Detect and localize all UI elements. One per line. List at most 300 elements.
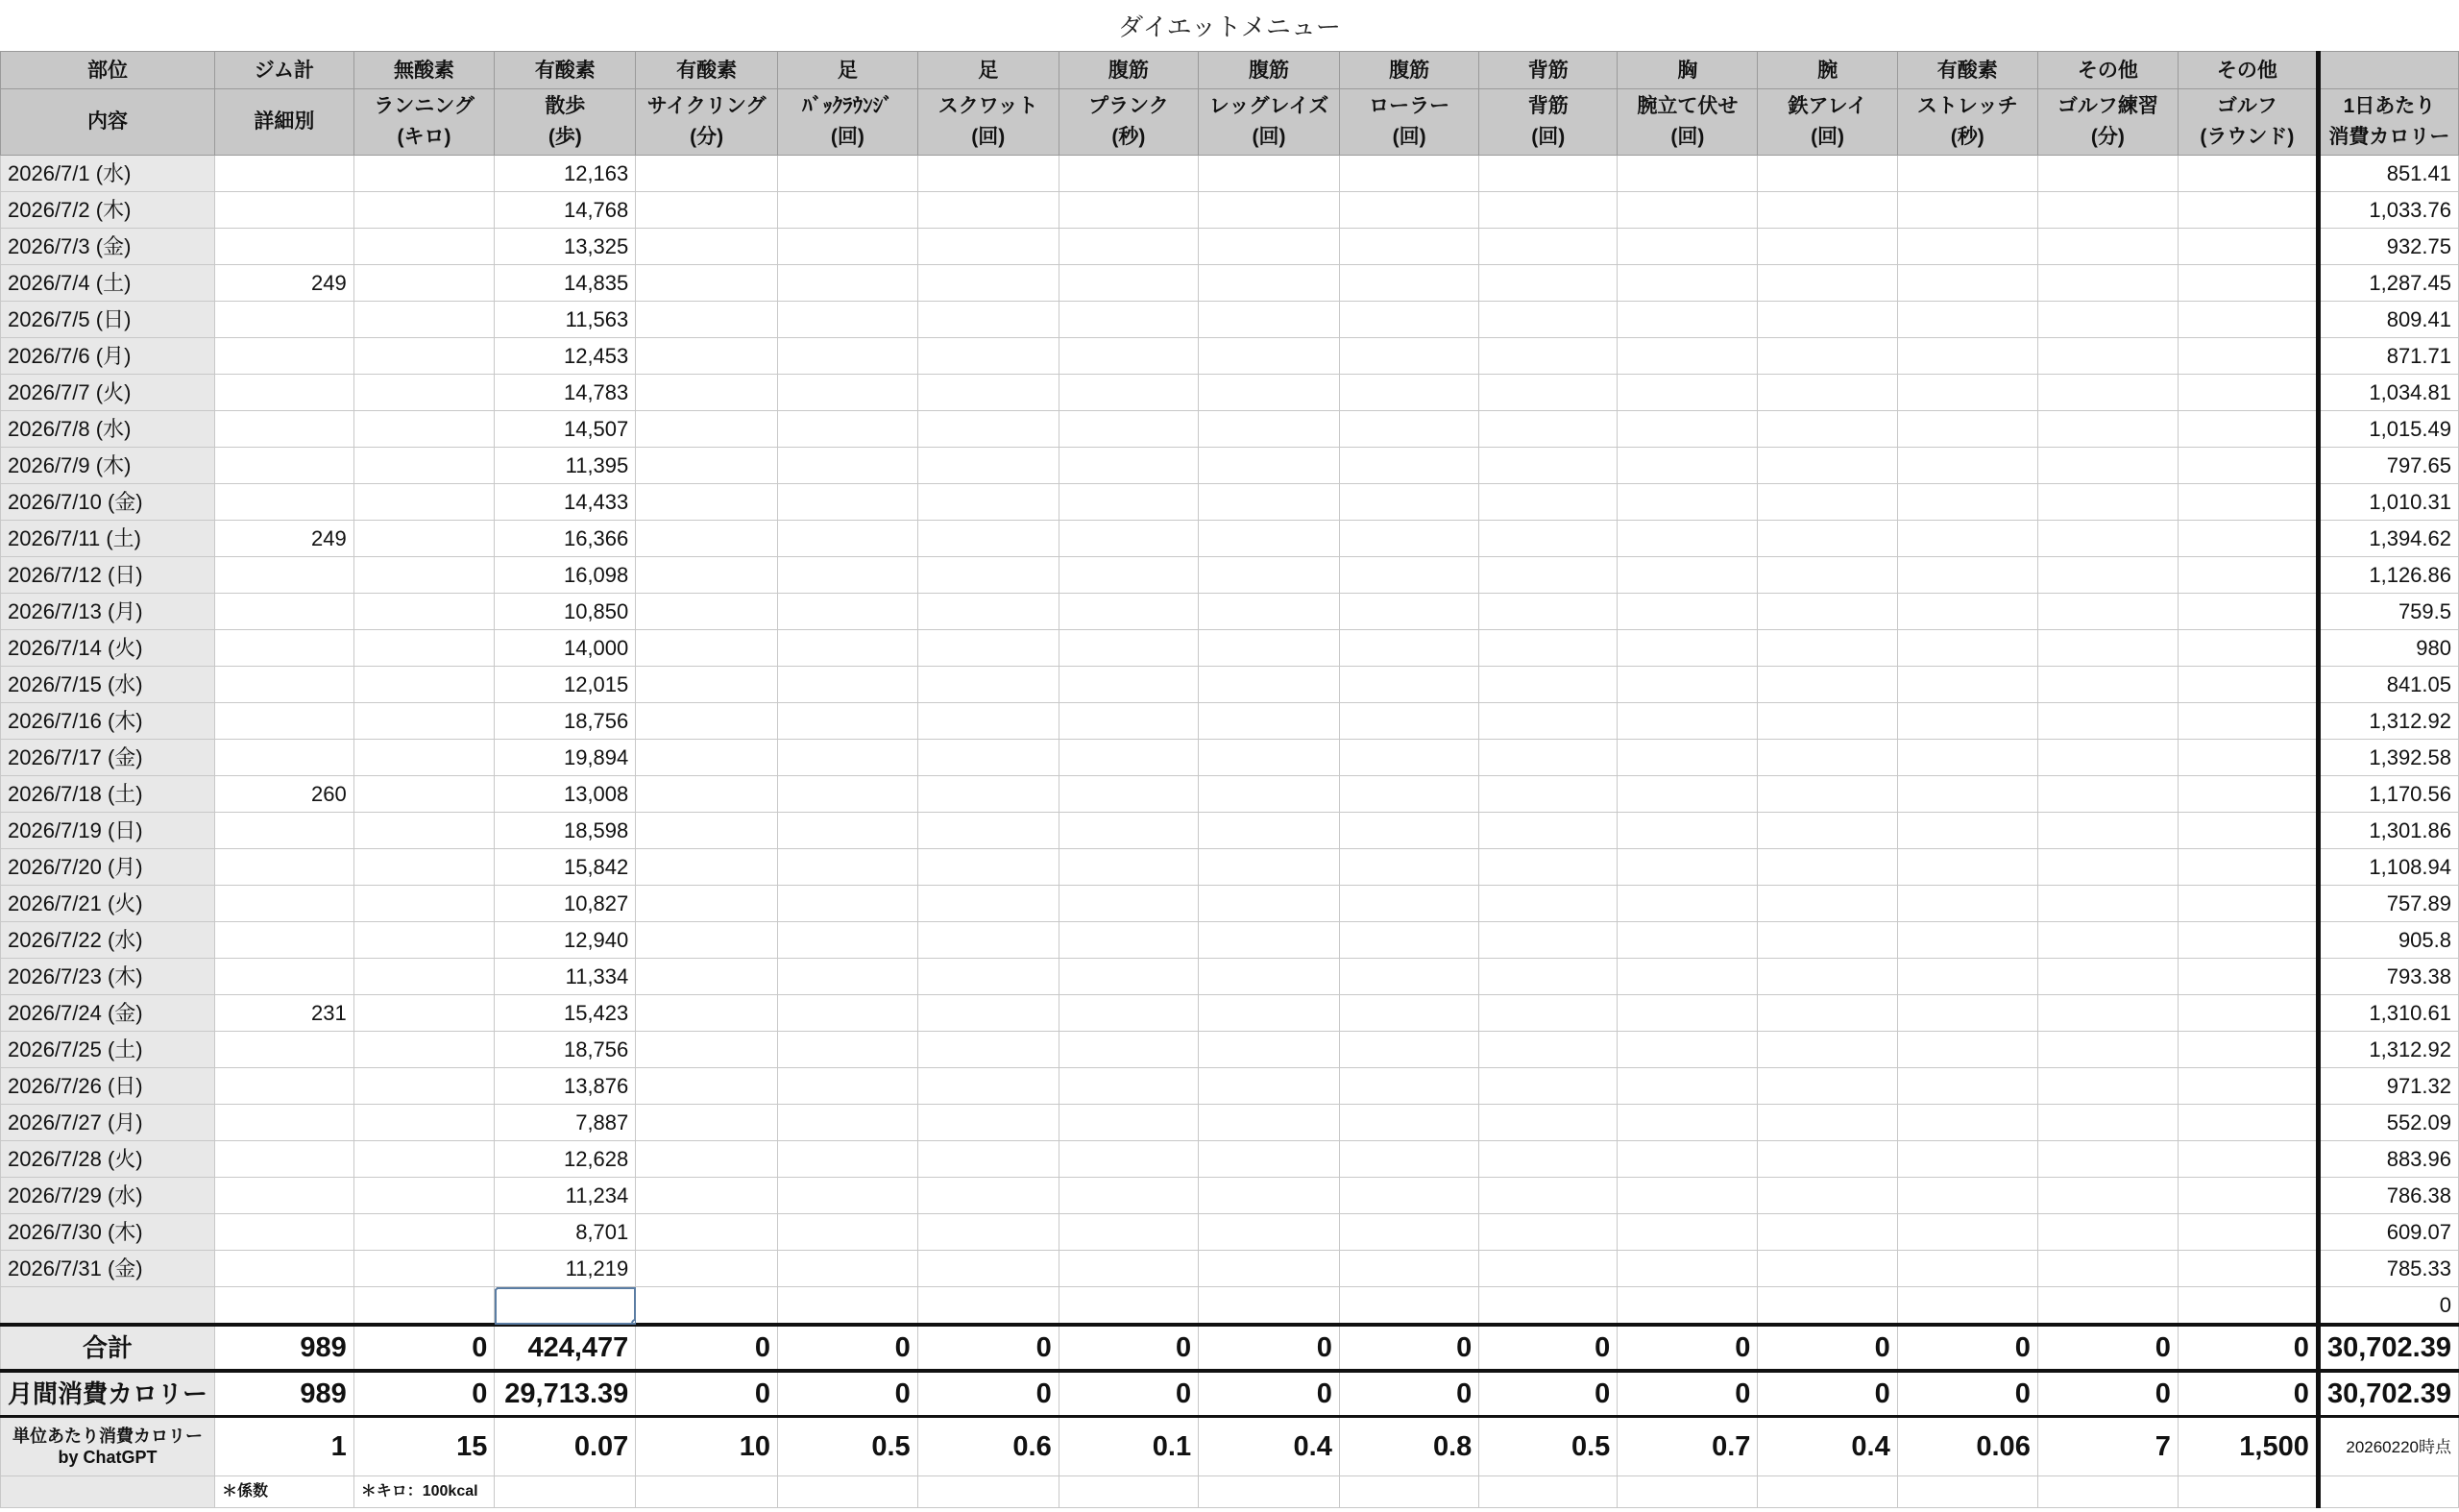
- empty-cell[interactable]: [2178, 1251, 2318, 1287]
- empty-cell[interactable]: [917, 484, 1059, 521]
- gym-cell[interactable]: [215, 1178, 354, 1214]
- run-cell[interactable]: [353, 448, 495, 484]
- run-cell[interactable]: [353, 302, 495, 338]
- empty-cell[interactable]: [777, 959, 917, 995]
- empty-cell[interactable]: [2178, 959, 2318, 995]
- empty-cell[interactable]: [2037, 229, 2178, 265]
- empty-cell[interactable]: [636, 813, 778, 849]
- empty-cell[interactable]: [1199, 594, 1340, 630]
- daily-kcal-cell[interactable]: 809.41: [2318, 302, 2458, 338]
- empty-cell[interactable]: [2037, 1214, 2178, 1251]
- empty-cell[interactable]: [2178, 156, 2318, 192]
- monthly-cell[interactable]: 30,702.39: [2318, 1371, 2458, 1417]
- empty-cell[interactable]: [917, 1141, 1059, 1178]
- empty-cell[interactable]: [1339, 1214, 1478, 1251]
- empty-cell[interactable]: [1479, 411, 1618, 448]
- empty-cell[interactable]: [777, 1178, 917, 1214]
- empty-cell[interactable]: [1059, 922, 1198, 959]
- empty-cell[interactable]: [636, 886, 778, 922]
- empty-cell[interactable]: [1339, 448, 1478, 484]
- empty-cell[interactable]: [2037, 411, 2178, 448]
- empty-cell[interactable]: [2037, 557, 2178, 594]
- daily-kcal-cell[interactable]: 786.38: [2318, 1178, 2458, 1214]
- empty-cell[interactable]: [777, 302, 917, 338]
- empty-cell[interactable]: [1618, 557, 1758, 594]
- empty-cell[interactable]: [1339, 229, 1478, 265]
- empty-cell[interactable]: [1059, 1214, 1198, 1251]
- total-cell[interactable]: 0: [1758, 1325, 1897, 1371]
- monthly-cell[interactable]: 0: [1199, 1371, 1340, 1417]
- run-cell[interactable]: [353, 630, 495, 667]
- walk-cell[interactable]: 14,783: [495, 375, 636, 411]
- empty-cell[interactable]: [1479, 448, 1618, 484]
- run-cell[interactable]: [353, 886, 495, 922]
- daily-kcal-cell[interactable]: 1,126.86: [2318, 557, 2458, 594]
- empty-cell[interactable]: [1059, 1141, 1198, 1178]
- empty-cell[interactable]: [1897, 484, 2037, 521]
- date-cell[interactable]: 2026/7/15 (水): [1, 667, 215, 703]
- run-cell[interactable]: [353, 192, 495, 229]
- empty-cell[interactable]: [1897, 302, 2037, 338]
- empty-cell[interactable]: [1618, 776, 1758, 813]
- empty-cell[interactable]: [1758, 484, 1897, 521]
- empty-cell[interactable]: [2178, 265, 2318, 302]
- empty-cell[interactable]: [1339, 521, 1478, 557]
- run-cell[interactable]: [353, 411, 495, 448]
- empty-cell[interactable]: [1479, 229, 1618, 265]
- monthly-cell[interactable]: 0: [1059, 1371, 1198, 1417]
- empty-cell[interactable]: [1059, 594, 1198, 630]
- empty-cell[interactable]: [2178, 375, 2318, 411]
- empty-cell[interactable]: [917, 1476, 1059, 1508]
- daily-kcal-cell[interactable]: 971.32: [2318, 1068, 2458, 1105]
- empty-cell[interactable]: [2178, 1141, 2318, 1178]
- empty-cell[interactable]: [1897, 557, 2037, 594]
- empty-cell[interactable]: [777, 229, 917, 265]
- empty-cell[interactable]: [1897, 1068, 2037, 1105]
- empty-cell[interactable]: [1618, 338, 1758, 375]
- empty-cell[interactable]: [1339, 594, 1478, 630]
- empty-cell[interactable]: [2178, 630, 2318, 667]
- empty-cell[interactable]: [1618, 1178, 1758, 1214]
- empty-cell[interactable]: [2037, 1178, 2178, 1214]
- empty-cell[interactable]: [636, 484, 778, 521]
- daily-kcal-cell[interactable]: 757.89: [2318, 886, 2458, 922]
- empty-cell[interactable]: [1758, 776, 1897, 813]
- empty-cell[interactable]: [636, 703, 778, 740]
- empty-cell[interactable]: [917, 1178, 1059, 1214]
- run-cell[interactable]: [353, 1032, 495, 1068]
- empty-cell[interactable]: [2178, 192, 2318, 229]
- total-cell[interactable]: 0: [2037, 1325, 2178, 1371]
- empty-cell[interactable]: [1339, 302, 1478, 338]
- empty-cell[interactable]: [917, 448, 1059, 484]
- empty-cell[interactable]: [1339, 1141, 1478, 1178]
- empty-cell[interactable]: [1618, 594, 1758, 630]
- date-cell[interactable]: 2026/7/13 (月): [1, 594, 215, 630]
- gym-cell[interactable]: [215, 1068, 354, 1105]
- walk-cell[interactable]: 13,008: [495, 776, 636, 813]
- empty-cell[interactable]: [636, 1178, 778, 1214]
- empty-cell[interactable]: [1479, 667, 1618, 703]
- empty-cell[interactable]: [1479, 1105, 1618, 1141]
- empty-cell[interactable]: [777, 338, 917, 375]
- walk-cell[interactable]: 14,433: [495, 484, 636, 521]
- run-cell[interactable]: [353, 557, 495, 594]
- daily-kcal-cell[interactable]: 851.41: [2318, 156, 2458, 192]
- total-cell[interactable]: 0: [917, 1325, 1059, 1371]
- empty-cell[interactable]: [2178, 229, 2318, 265]
- empty-cell[interactable]: [1059, 1251, 1198, 1287]
- empty-cell[interactable]: [777, 521, 917, 557]
- daily-kcal-cell[interactable]: 1,301.86: [2318, 813, 2458, 849]
- empty-cell[interactable]: [1199, 338, 1340, 375]
- empty-cell[interactable]: [777, 156, 917, 192]
- unit-cell[interactable]: 0.5: [777, 1417, 917, 1476]
- empty-cell[interactable]: [1758, 1476, 1897, 1508]
- date-cell[interactable]: 2026/7/22 (水): [1, 922, 215, 959]
- empty-cell[interactable]: [1897, 594, 2037, 630]
- empty-cell[interactable]: [636, 1141, 778, 1178]
- empty-cell[interactable]: [917, 192, 1059, 229]
- gym-cell[interactable]: [215, 886, 354, 922]
- walk-cell[interactable]: 18,756: [495, 1032, 636, 1068]
- empty-cell[interactable]: [777, 448, 917, 484]
- empty-cell[interactable]: [1758, 630, 1897, 667]
- gym-cell[interactable]: [215, 703, 354, 740]
- empty-cell[interactable]: [1199, 1251, 1340, 1287]
- unit-cell[interactable]: 0.6: [917, 1417, 1059, 1476]
- empty-cell[interactable]: [636, 667, 778, 703]
- date-cell[interactable]: 2026/7/3 (金): [1, 229, 215, 265]
- empty-cell[interactable]: [1618, 484, 1758, 521]
- empty-cell[interactable]: [777, 594, 917, 630]
- monthly-cell[interactable]: 0: [1758, 1371, 1897, 1417]
- run-cell[interactable]: [353, 1068, 495, 1105]
- empty-cell[interactable]: [1199, 849, 1340, 886]
- empty-cell[interactable]: [1059, 703, 1198, 740]
- empty-cell[interactable]: [1339, 776, 1478, 813]
- empty-cell[interactable]: [1897, 1287, 2037, 1326]
- empty-cell[interactable]: [1758, 740, 1897, 776]
- empty-cell[interactable]: [1897, 338, 2037, 375]
- empty-cell[interactable]: [636, 229, 778, 265]
- daily-kcal-cell[interactable]: 793.38: [2318, 959, 2458, 995]
- empty-cell[interactable]: [636, 776, 778, 813]
- empty-cell[interactable]: [1479, 813, 1618, 849]
- walk-cell[interactable]: 16,098: [495, 557, 636, 594]
- empty-cell[interactable]: [636, 265, 778, 302]
- daily-kcal-cell[interactable]: 552.09: [2318, 1105, 2458, 1141]
- total-cell[interactable]: 424,477: [495, 1325, 636, 1371]
- date-cell[interactable]: 2026/7/9 (木): [1, 448, 215, 484]
- run-cell[interactable]: [353, 338, 495, 375]
- date-cell[interactable]: 2026/7/7 (火): [1, 375, 215, 411]
- empty-cell[interactable]: [1059, 667, 1198, 703]
- daily-kcal-cell[interactable]: 1,170.56: [2318, 776, 2458, 813]
- empty-cell[interactable]: [1479, 156, 1618, 192]
- empty-cell[interactable]: [1479, 557, 1618, 594]
- run-cell[interactable]: [353, 521, 495, 557]
- empty-cell[interactable]: [917, 265, 1059, 302]
- walk-cell[interactable]: 8,701: [495, 1214, 636, 1251]
- empty-cell[interactable]: [1618, 995, 1758, 1032]
- run-cell[interactable]: [353, 959, 495, 995]
- empty-cell[interactable]: [1897, 740, 2037, 776]
- selected-cell[interactable]: [495, 1287, 636, 1326]
- gym-cell[interactable]: [215, 411, 354, 448]
- gym-cell[interactable]: [215, 1214, 354, 1251]
- walk-cell[interactable]: 11,219: [495, 1251, 636, 1287]
- unit-cell[interactable]: 0.06: [1897, 1417, 2037, 1476]
- walk-cell[interactable]: 14,507: [495, 411, 636, 448]
- empty-cell[interactable]: [2037, 776, 2178, 813]
- daily-kcal-cell[interactable]: 1,392.58: [2318, 740, 2458, 776]
- empty-cell[interactable]: [1758, 849, 1897, 886]
- run-cell[interactable]: [353, 776, 495, 813]
- daily-kcal-cell[interactable]: 1,108.94: [2318, 849, 2458, 886]
- gym-cell[interactable]: 249: [215, 265, 354, 302]
- empty-cell[interactable]: [777, 740, 917, 776]
- empty-cell[interactable]: [777, 265, 917, 302]
- monthly-cell[interactable]: 29,713.39: [495, 1371, 636, 1417]
- empty-cell[interactable]: [917, 630, 1059, 667]
- empty-cell[interactable]: [1897, 959, 2037, 995]
- daily-kcal-cell[interactable]: 1,310.61: [2318, 995, 2458, 1032]
- run-cell[interactable]: [353, 1251, 495, 1287]
- empty-cell[interactable]: [1758, 886, 1897, 922]
- unit-cell[interactable]: 0.7: [1618, 1417, 1758, 1476]
- empty-cell[interactable]: [636, 594, 778, 630]
- empty-cell[interactable]: [1897, 448, 2037, 484]
- empty-cell[interactable]: [777, 849, 917, 886]
- gym-cell[interactable]: [215, 959, 354, 995]
- empty-cell[interactable]: [1339, 667, 1478, 703]
- monthly-cell[interactable]: 0: [1479, 1371, 1618, 1417]
- empty-cell[interactable]: [2037, 703, 2178, 740]
- empty-cell[interactable]: [1758, 959, 1897, 995]
- empty-cell[interactable]: [1339, 886, 1478, 922]
- total-cell[interactable]: 0: [353, 1325, 495, 1371]
- run-cell[interactable]: [353, 995, 495, 1032]
- unit-cell[interactable]: 0.4: [1758, 1417, 1897, 1476]
- empty-cell[interactable]: [1618, 849, 1758, 886]
- empty-cell[interactable]: [636, 1068, 778, 1105]
- empty-cell[interactable]: [1618, 265, 1758, 302]
- empty-cell[interactable]: [1897, 1178, 2037, 1214]
- daily-kcal-cell[interactable]: 871.71: [2318, 338, 2458, 375]
- unit-cell[interactable]: 0.1: [1059, 1417, 1198, 1476]
- empty-cell[interactable]: [1059, 959, 1198, 995]
- empty-cell[interactable]: [1199, 1141, 1340, 1178]
- gym-cell[interactable]: [215, 594, 354, 630]
- monthly-cell[interactable]: 0: [917, 1371, 1059, 1417]
- empty-cell[interactable]: [917, 813, 1059, 849]
- empty-cell[interactable]: [1479, 192, 1618, 229]
- walk-cell[interactable]: 19,894: [495, 740, 636, 776]
- empty-cell[interactable]: [1479, 1032, 1618, 1068]
- empty-cell[interactable]: [1479, 922, 1618, 959]
- empty-cell[interactable]: [1479, 776, 1618, 813]
- empty-cell[interactable]: [1618, 1251, 1758, 1287]
- empty-cell[interactable]: [777, 703, 917, 740]
- empty-cell[interactable]: [1339, 1068, 1478, 1105]
- empty-cell[interactable]: [2037, 886, 2178, 922]
- empty-cell[interactable]: [917, 229, 1059, 265]
- run-cell[interactable]: [353, 703, 495, 740]
- empty-cell[interactable]: [777, 776, 917, 813]
- date-cell[interactable]: 2026/7/26 (日): [1, 1068, 215, 1105]
- empty-cell[interactable]: [1059, 338, 1198, 375]
- empty-cell[interactable]: [1059, 886, 1198, 922]
- empty-cell[interactable]: [2178, 813, 2318, 849]
- empty-cell[interactable]: [2037, 594, 2178, 630]
- empty-cell[interactable]: [777, 1141, 917, 1178]
- empty-cell[interactable]: [1199, 1105, 1340, 1141]
- empty-cell[interactable]: [636, 1214, 778, 1251]
- empty-cell[interactable]: [1897, 1476, 2037, 1508]
- empty-cell[interactable]: [1897, 1032, 2037, 1068]
- run-cell[interactable]: [353, 1214, 495, 1251]
- total-cell[interactable]: 0: [1897, 1325, 2037, 1371]
- empty-cell[interactable]: [1199, 1476, 1340, 1508]
- unit-cell[interactable]: 0.8: [1339, 1417, 1478, 1476]
- empty-cell[interactable]: [1618, 630, 1758, 667]
- empty-cell[interactable]: [777, 1032, 917, 1068]
- empty-cell[interactable]: [1479, 1476, 1618, 1508]
- empty-cell[interactable]: [1339, 484, 1478, 521]
- empty-cell[interactable]: [1897, 192, 2037, 229]
- empty-cell[interactable]: [636, 849, 778, 886]
- empty-cell[interactable]: [1199, 557, 1340, 594]
- gym-cell[interactable]: [215, 375, 354, 411]
- empty-cell[interactable]: [1897, 995, 2037, 1032]
- gym-cell[interactable]: [215, 667, 354, 703]
- empty-cell[interactable]: [917, 1214, 1059, 1251]
- empty-cell[interactable]: [1479, 1287, 1618, 1326]
- empty-cell[interactable]: [1199, 1214, 1340, 1251]
- empty-cell[interactable]: [2037, 448, 2178, 484]
- empty-cell[interactable]: [1758, 265, 1897, 302]
- daily-kcal-cell[interactable]: 1,312.92: [2318, 703, 2458, 740]
- empty-cell[interactable]: [1339, 1032, 1478, 1068]
- empty-cell[interactable]: [1339, 1105, 1478, 1141]
- empty-cell[interactable]: [1059, 1032, 1198, 1068]
- empty-cell[interactable]: [1897, 886, 2037, 922]
- empty-cell[interactable]: [2178, 703, 2318, 740]
- empty-cell[interactable]: [1897, 1214, 2037, 1251]
- daily-kcal-cell[interactable]: 785.33: [2318, 1251, 2458, 1287]
- unit-cell[interactable]: 15: [353, 1417, 495, 1476]
- gym-cell[interactable]: [215, 448, 354, 484]
- empty-cell[interactable]: [1479, 1068, 1618, 1105]
- run-cell[interactable]: [353, 1287, 495, 1326]
- empty-cell[interactable]: [1479, 375, 1618, 411]
- empty-cell[interactable]: [636, 521, 778, 557]
- gym-cell[interactable]: 249: [215, 521, 354, 557]
- empty-cell[interactable]: [917, 594, 1059, 630]
- empty-cell[interactable]: [1199, 192, 1340, 229]
- empty-cell[interactable]: [1339, 703, 1478, 740]
- empty-cell[interactable]: [917, 1105, 1059, 1141]
- empty-cell[interactable]: [1059, 1476, 1198, 1508]
- empty-cell[interactable]: [1618, 448, 1758, 484]
- empty-cell[interactable]: [1618, 813, 1758, 849]
- empty-cell[interactable]: [2178, 1178, 2318, 1214]
- gym-cell[interactable]: [215, 229, 354, 265]
- walk-cell[interactable]: 11,563: [495, 302, 636, 338]
- empty-cell[interactable]: [2178, 995, 2318, 1032]
- empty-cell[interactable]: [2037, 156, 2178, 192]
- date-cell[interactable]: 2026/7/11 (土): [1, 521, 215, 557]
- empty-cell[interactable]: [1059, 448, 1198, 484]
- date-cell[interactable]: 2026/7/20 (月): [1, 849, 215, 886]
- empty-cell[interactable]: [1339, 1251, 1478, 1287]
- empty-cell[interactable]: [1339, 557, 1478, 594]
- empty-cell[interactable]: [1758, 813, 1897, 849]
- empty-cell[interactable]: [1618, 1476, 1758, 1508]
- daily-kcal-cell[interactable]: 609.07: [2318, 1214, 2458, 1251]
- empty-cell[interactable]: [2037, 740, 2178, 776]
- empty-cell[interactable]: [2037, 1068, 2178, 1105]
- empty-cell[interactable]: [1199, 411, 1340, 448]
- empty-cell[interactable]: [777, 813, 917, 849]
- monthly-cell[interactable]: 0: [2178, 1371, 2318, 1417]
- date-cell[interactable]: 2026/7/31 (金): [1, 1251, 215, 1287]
- gym-cell[interactable]: [215, 156, 354, 192]
- gym-cell[interactable]: [215, 338, 354, 375]
- empty-cell[interactable]: [636, 557, 778, 594]
- gym-cell[interactable]: [215, 1287, 354, 1326]
- empty-cell[interactable]: [1339, 740, 1478, 776]
- empty-cell[interactable]: [2037, 1287, 2178, 1326]
- total-cell[interactable]: 30,702.39: [2318, 1325, 2458, 1371]
- empty-cell[interactable]: [1199, 1032, 1340, 1068]
- empty-cell[interactable]: [1897, 630, 2037, 667]
- empty-cell[interactable]: [1758, 667, 1897, 703]
- gym-cell[interactable]: [215, 813, 354, 849]
- empty-cell[interactable]: [1479, 886, 1618, 922]
- empty-cell[interactable]: [1479, 302, 1618, 338]
- empty-cell[interactable]: [1758, 375, 1897, 411]
- empty-cell[interactable]: [2037, 375, 2178, 411]
- empty-cell[interactable]: [1479, 521, 1618, 557]
- date-cell[interactable]: 2026/7/27 (月): [1, 1105, 215, 1141]
- run-cell[interactable]: [353, 265, 495, 302]
- empty-cell[interactable]: [1758, 156, 1897, 192]
- empty-cell[interactable]: [1618, 703, 1758, 740]
- empty-cell[interactable]: [2037, 959, 2178, 995]
- empty-cell[interactable]: [917, 1032, 1059, 1068]
- empty-cell[interactable]: [636, 1476, 778, 1508]
- date-cell[interactable]: 2026/7/8 (水): [1, 411, 215, 448]
- empty-cell[interactable]: [1199, 1068, 1340, 1105]
- monthly-cell[interactable]: 989: [215, 1371, 354, 1417]
- empty-cell[interactable]: [2037, 484, 2178, 521]
- walk-cell[interactable]: 10,827: [495, 886, 636, 922]
- daily-kcal-cell[interactable]: 1,394.62: [2318, 521, 2458, 557]
- empty-cell[interactable]: [1199, 484, 1340, 521]
- run-cell[interactable]: [353, 229, 495, 265]
- empty-cell[interactable]: [1339, 375, 1478, 411]
- empty-cell[interactable]: [2178, 521, 2318, 557]
- empty-cell[interactable]: [917, 156, 1059, 192]
- empty-cell[interactable]: [2037, 338, 2178, 375]
- gym-cell[interactable]: [215, 630, 354, 667]
- empty-cell[interactable]: [1339, 338, 1478, 375]
- walk-cell[interactable]: 15,842: [495, 849, 636, 886]
- empty-cell[interactable]: [1758, 448, 1897, 484]
